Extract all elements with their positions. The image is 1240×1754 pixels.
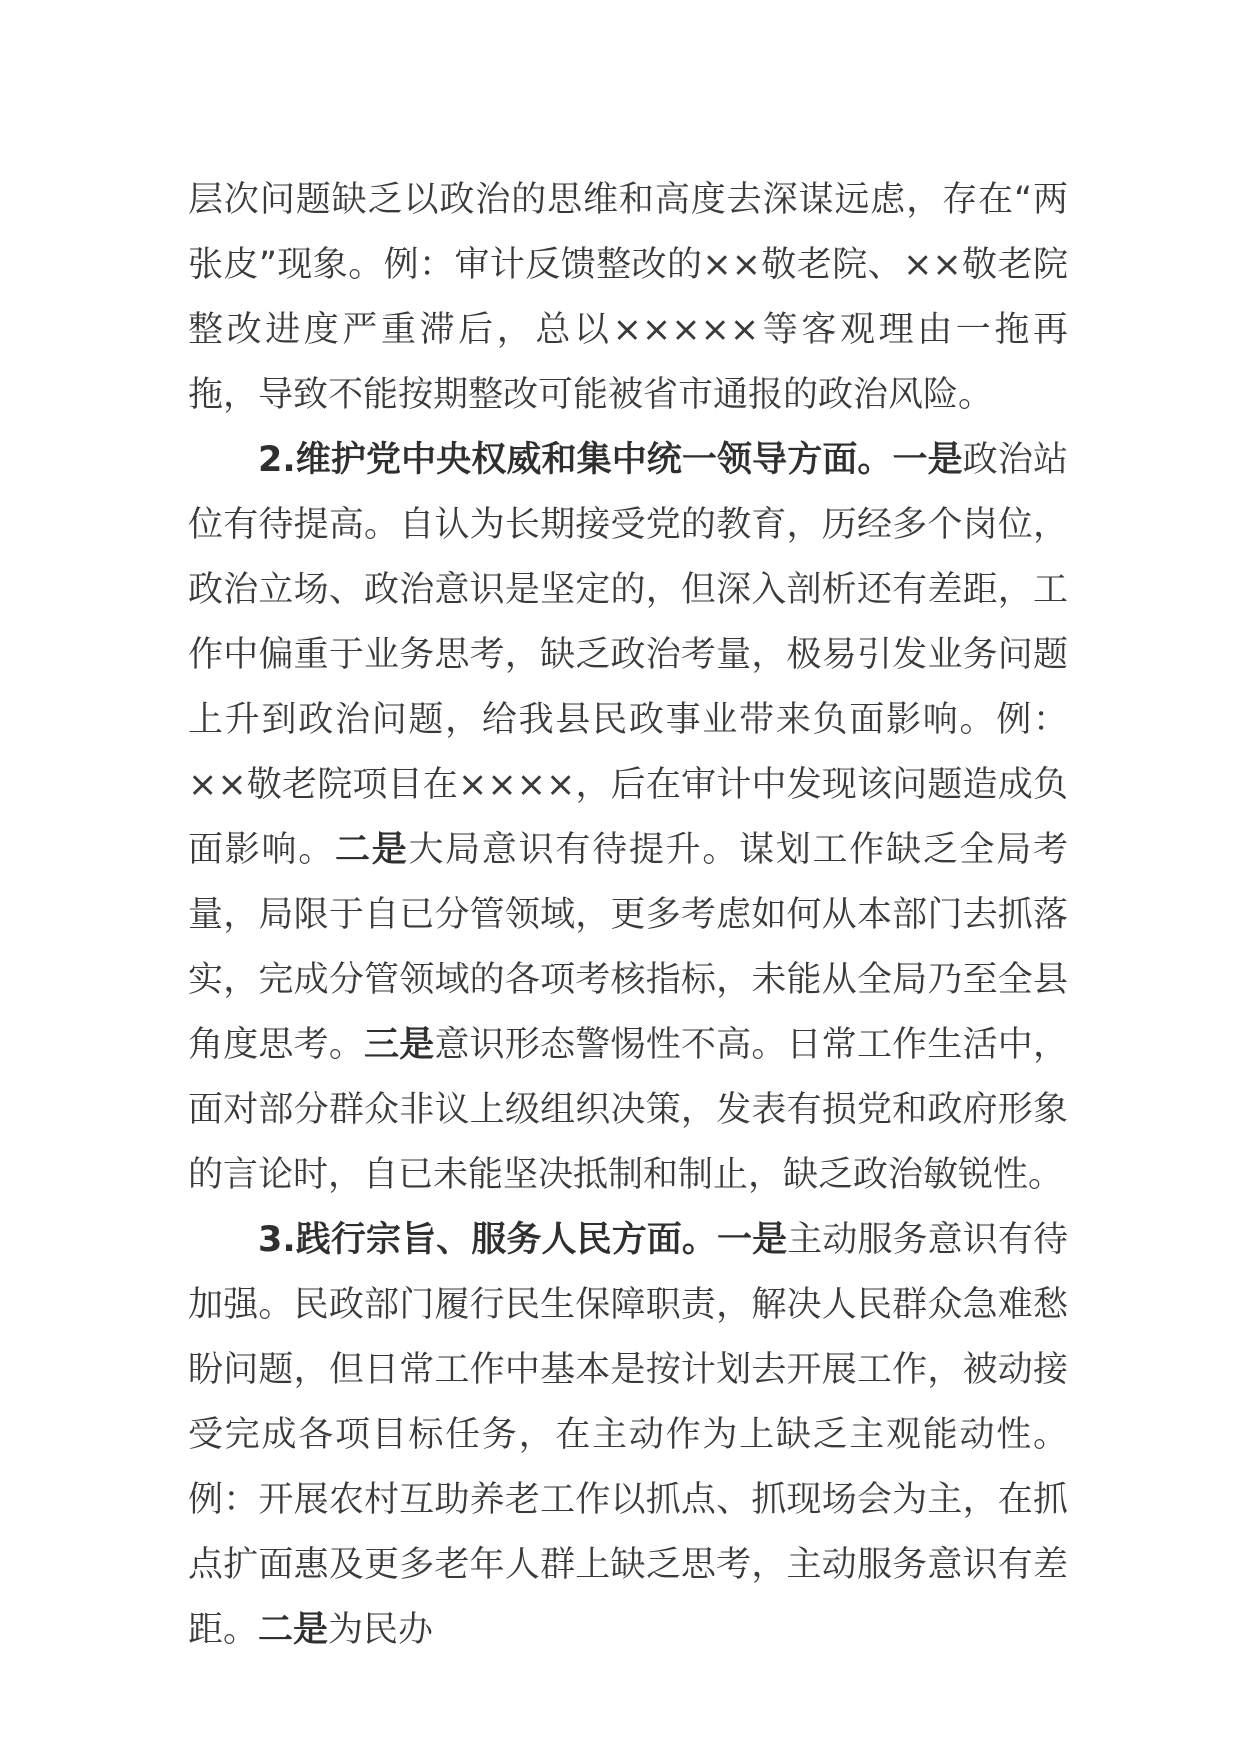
point-marker-2: 二是 (258, 1610, 329, 1650)
point-marker-1: 一是 (892, 440, 963, 480)
text-run: 主动服务意识有待加强。民政部门履行民生保障职责，解决人民群众急难愁盼问题，但日常工作中基本是按计划去开展工作，被动接受完成各项目标任务，在主动作为上缺乏主观能动性。例：开展农村互助养老工作以抓点、抓现场会为主，在抓点扩面惠及更多老年人群上缺乏思考，主动服务意识有差距。 (188, 1220, 1068, 1650)
paragraph-3 (188, 1208, 1068, 1663)
text-run: 意识形态警惕性不高。日常工作生活中，面对部分群众非议上级组织决策，发表有损党和政府形象的言论时，自已未能坚决抵制和制止，缺乏政治敏锐性。 (188, 1025, 1068, 1195)
section-heading-3: 3.践行宗旨、服务人民方面。 (258, 1220, 718, 1260)
section-heading-2: 2.维护党中央权威和集中统一领导方面。 (258, 440, 893, 480)
text-run: 大局意识有待提升。谋划工作缺乏全局考量，局限于自已分管领域，更多考虑如何从本部门去抓落实，完成分管领域的各项考核指标，未能从全局乃至全县角度思考。 (188, 830, 1068, 1065)
body-text (188, 168, 1068, 1663)
text-run: 政治站位有待提高。自认为长期接受党的教育，历经多个岗位，政治立场、政治意识是坚定的，但深入剖析还有差距，工作中偏重于业务思考，缺乏政治考量，极易引发业务问题上升到政治问题，给我县民政事业带来负面影响。例：××敬老院项目在××××，后在审计中发现该问题造成负面影响。 (188, 440, 1068, 870)
paragraph-1 (188, 168, 1068, 428)
point-marker-1: 一是 (717, 1220, 788, 1260)
point-marker-3: 三是 (364, 1025, 435, 1065)
point-marker-2: 二是 (334, 830, 409, 870)
text-run: 为民办 (328, 1610, 434, 1650)
text-run: 层次问题缺乏以政治的思维和高度去深谋远虑，存在“两张皮”现象。例：审计反馈整改的××敬老院、××敬老院整改进度严重滞后，总以×××××等客观理由一拖再拖，导致不能按期整改可能被省市通报的政治风险。 (188, 180, 1068, 415)
paragraph-2 (188, 428, 1068, 1208)
